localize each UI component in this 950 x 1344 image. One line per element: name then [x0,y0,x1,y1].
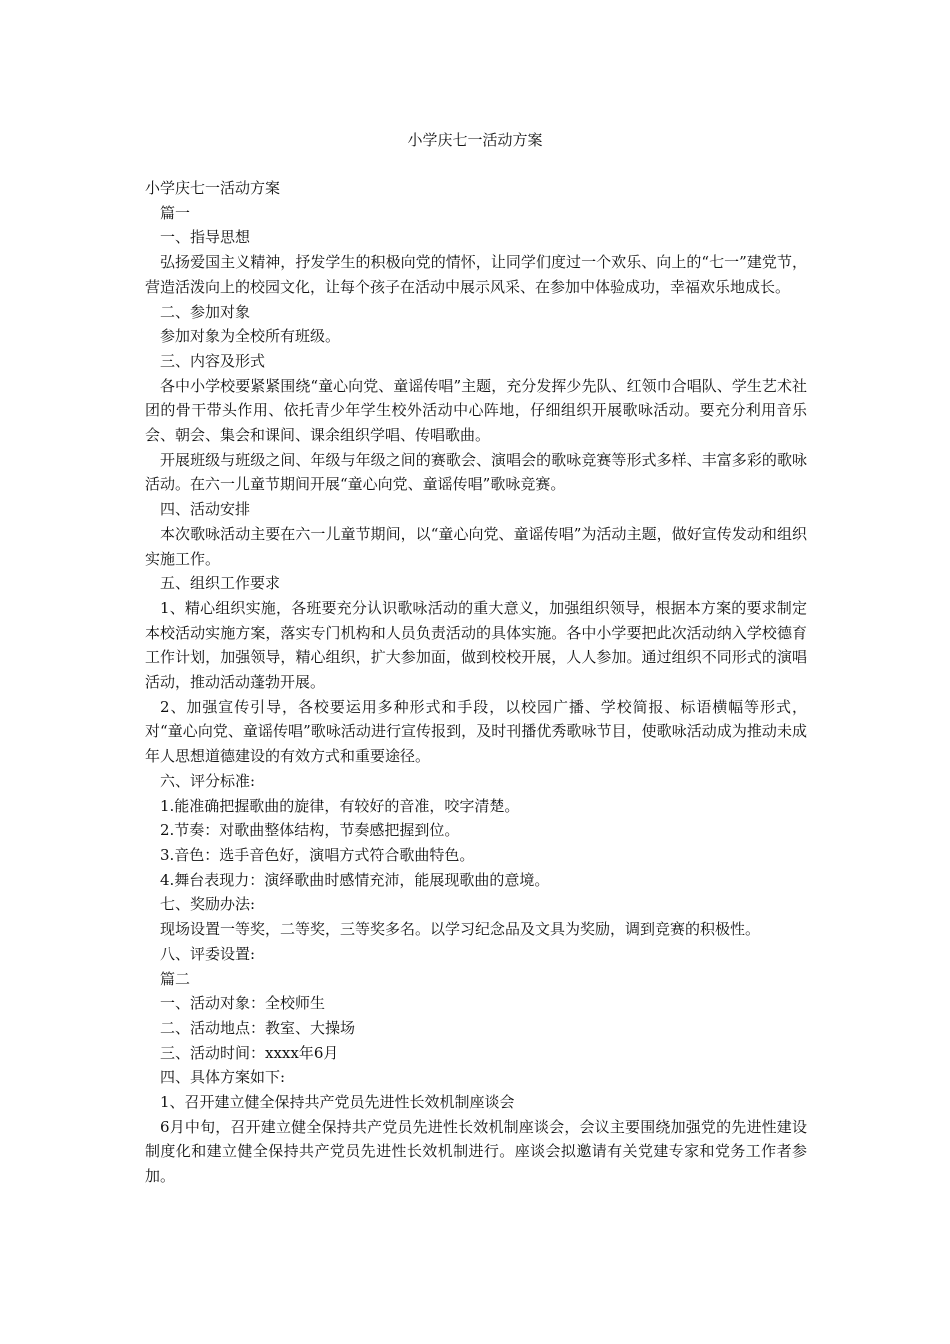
paragraph: 六、评分标准: [160,771,256,790]
paragraph: 小学庆七一活动方案 [145,179,281,197]
paragraph: 五、组织工作要求 [160,574,281,593]
document-title: 小学庆七一活动方案 [407,131,543,149]
paragraph: 七、奖励办法: [160,895,256,914]
paragraph: 八、评委设置: [160,944,256,963]
paragraph: 1、精心组织实施，各班要充分认识歌咏活动的重大意义，加强组织领导，根据本方案的要求制定本校活动实施方案，落实专门机构和人员负责活动的具体实施。各中小学要把此次活动纳入学校德育工作计划，加强领导，精心组织，扩大参加面，做到校校开展，人人参加。通过组织不同形式的演唱活动，推动活动蓬勃开展。 [145,598,807,692]
document-body [145,176,807,1189]
paragraph: 四、活动安排 [160,500,251,519]
paragraph: 弘扬爱国主义精神，抒发学生的积极向党的情怀，让同学们度过一个欢乐、向上的“七一”建党节，营造活泼向上的校园文化，让每个孩子在活动中展示风采、在参加中体验成功，幸福欢乐地成长。 [145,253,807,296]
paragraph: 2、加强宣传引导，各校要运用多种形式和手段，以校园广播、学校简报、标语横幅等形式，对“童心向党、童谣传唱”歌咏活动进行宣传报到，及时刊播优秀歌咏节目，使歌咏活动成为推动未成年人思想道德建设的有效方式和重要途径。 [145,697,807,766]
paragraph: 三、内容及形式 [160,351,266,370]
paragraph: 1.能准确把握歌曲的旋律，有较好的音准，咬字清楚。 [160,796,520,815]
paragraph: 6月中旬，召开建立健全保持共产党员先进性长效机制座谈会，会议主要围绕加强党的先进性建设制度化和建立健全保持共产党员先进性长效机制进行。座谈会拟邀请有关党建专家和党务工作者参加。 [145,1117,807,1186]
paragraph: 4.舞台表现力：演绎歌曲时感情充沛，能展现歌曲的意境。 [160,870,550,889]
paragraph: 现场设置一等奖，二等奖，三等奖多名。以学习纪念品及文具为奖励，调到竞赛的积极性。 [160,920,761,939]
paragraph: 四、具体方案如下: [160,1068,286,1087]
paragraph: 本次歌咏活动主要在六一儿童节期间，以“童心向党、童谣传唱”为活动主题，做好宣传发动和组织实施工作。 [145,524,807,568]
paragraph: 二、活动地点：教室、大操场 [160,1018,356,1037]
paragraph: 三、活动时间：xxxx年6月 [160,1043,339,1062]
paragraph: 开展班级与班级之间、年级与年级之间的赛歌会、演唱会的歌咏竞赛等形式多样、丰富多彩的歌咏活动。在六一儿童节期间开展“童心向党、童谣传唱”歌咏竞赛。 [145,450,807,494]
paragraph: 一、活动对象：全校师生 [160,994,326,1013]
paragraph: 篇一 [160,203,191,222]
paragraph: 3.音色：选手音色好，演唱方式符合歌曲特色。 [160,845,475,864]
paragraph: 各中小学校要紧紧围绕“童心向党、童谣传唱”主题，充分发挥少先队、红领巾合唱队、学生艺术社团的骨干带头作用、依托青少年学生校外活动中心阵地，仔细组织开展歌咏活动。要充分利用音乐会、朝会、集会和课间、课余组织学唱、传唱歌曲。 [145,376,807,445]
paragraph: 1、召开建立健全保持共产党员先进性长效机制座谈会 [160,1093,515,1112]
paragraph: 一、指导思想 [160,228,251,247]
paragraph: 参加对象为全校所有班级。 [160,327,341,346]
paragraph: 二、参加对象 [160,302,251,321]
paragraph: 篇二 [160,969,191,988]
paragraph: 2.节奏：对歌曲整体结构，节奏感把握到位。 [160,821,460,840]
